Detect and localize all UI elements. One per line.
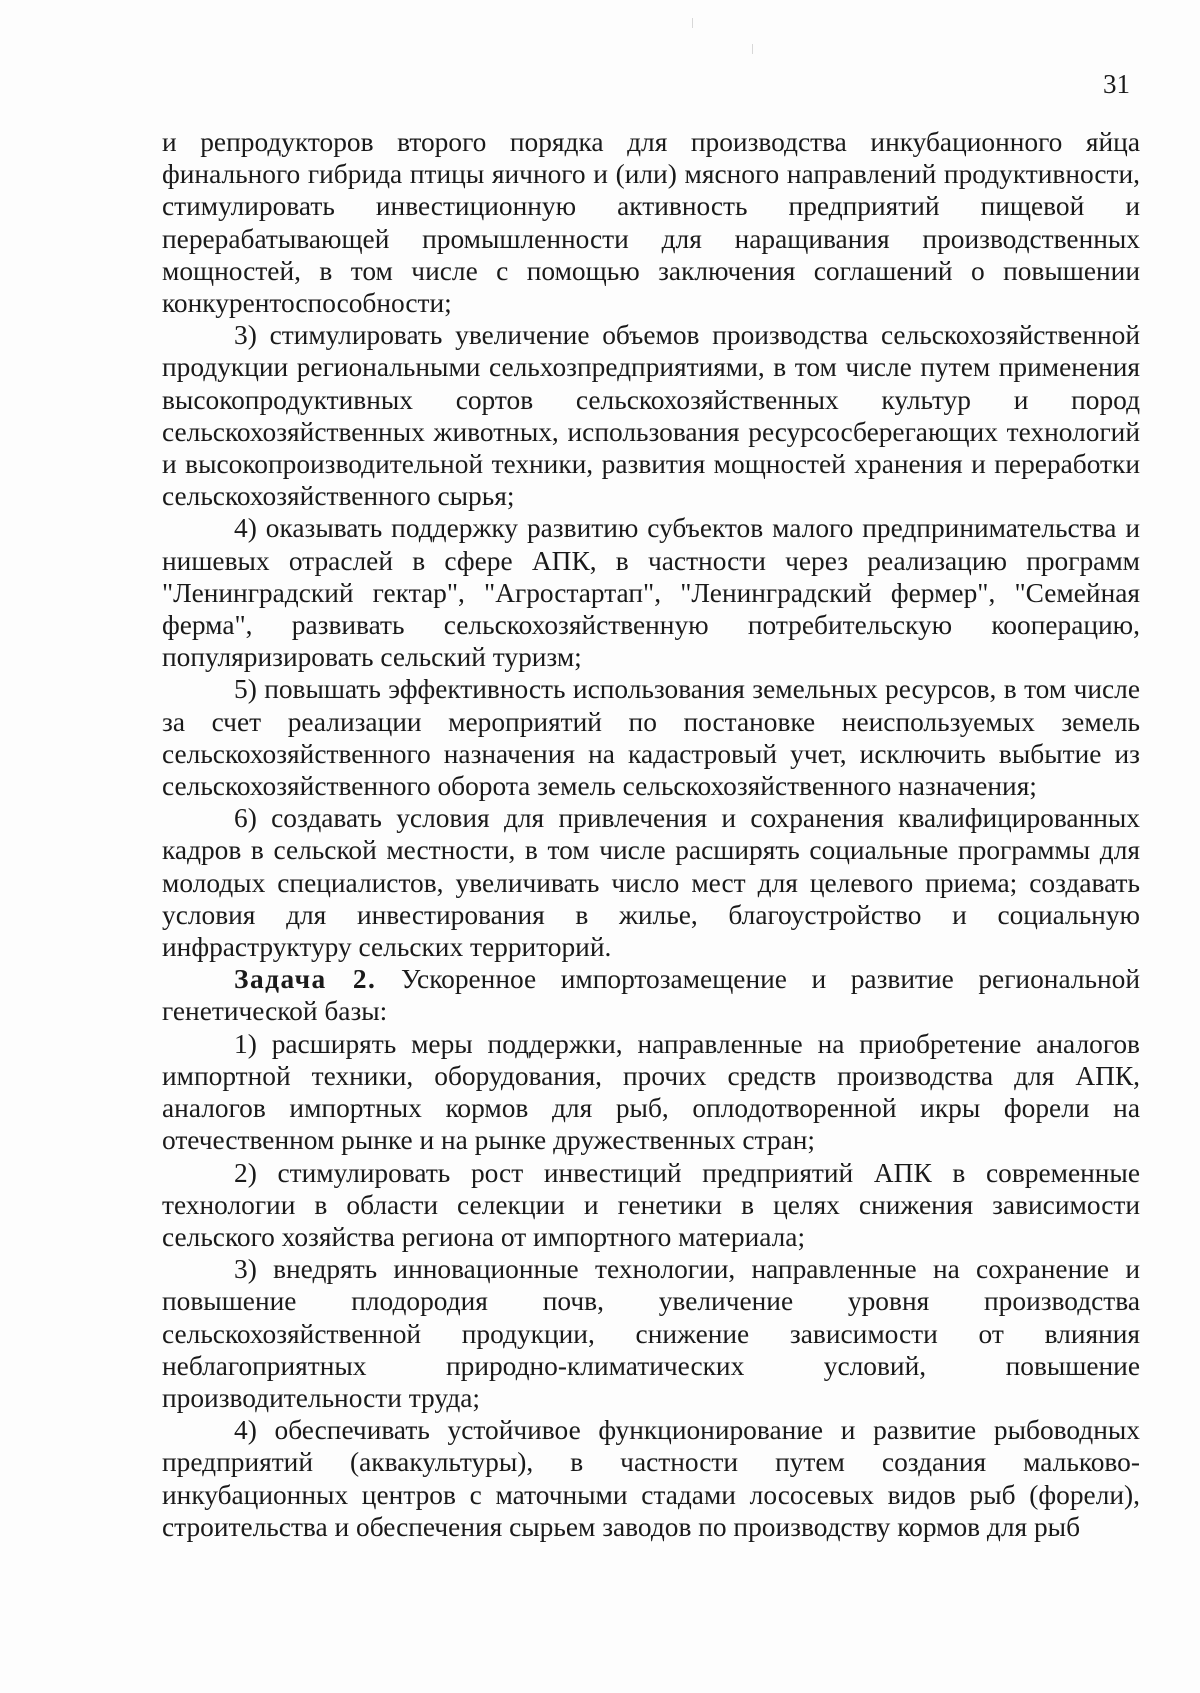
task-2-item-4: 4) обеспечивать устойчивое функционирование и развитие рыбоводных предприятий (аквакультуры), в частности путем создания мальково-инкубационных центров с маточными стадами лососевых видов рыб (форели), строительства и обеспечения сырьем заводов по производству кормов для рыб: [162, 1415, 1140, 1542]
task-2-item-3: 3) внедрять инновационные технологии, направленные на сохранение и повышение плодородия почв, увеличение уровня производства сельскохозяйственной продукции, снижение зависимости от влияния неблагоприятных природно-климатических условий, повышение производительности труда;: [162, 1254, 1140, 1413]
paragraph-item-6: 6) создавать условия для привлечения и сохранения квалифицированных кадров в сельской местности, в том числе расширять социальные программы для молодых специалистов, увеличивать число мест для целевого приема; создавать условия для инвестирования в жилье, благоустройство и социальную инфраструктуру сельских территорий.: [162, 803, 1140, 963]
page-number: 31: [1103, 69, 1130, 99]
task-description: Ускоренное импортозамещение и развитие региональной генетической базы:: [162, 964, 1141, 1027]
paragraph-item-4: 4) оказывать поддержку развитию субъектов малого предпринимательства и нишевых отраслей в сфере АПК, в частности через реализацию программ "Ленинградский гектар", "Агростартап", "Ленинградский фермер", "Семейная ферма", развивать сельскохозяйственную потребительскую кооперацию, популяризировать сельский туризм;: [162, 513, 1140, 673]
scan-artifact: [752, 44, 753, 54]
paragraph-item-3: 3) стимулировать увеличение объемов производства сельскохозяйственной продукции региональными сельхозпредприятиями, в том числе путем применения высокопродуктивных сортов сельскохозяйственных культур и пород сельскохозяйственных животных, использования ресурсосберегающих технологий и высокопроизводительной техники, развития мощностей хранения и переработки сельскохозяйственного сырья;: [162, 320, 1140, 512]
task-2-item-2: 2) стимулировать рост инвестиций предприятий АПК в современные технологии в области селекции и генетики в целях снижения зависимости сельского хозяйства региона от импортного материала;: [162, 1157, 1140, 1252]
paragraph-continuation: и репродукторов второго порядка для производства инкубационного яйца финального гибрида птицы яичного и (или) мясного направлений продуктивности, стимулировать инвестиционную активность предприятий пищевой и перерабатывающей промышленности для наращивания производственных мощностей, в том числе с помощью заключения соглашений о повышении конкурентоспособности;: [162, 127, 1140, 319]
task-2-item-1: 1) расширять меры поддержки, направленные на приобретение аналогов импортной техники, оборудования, прочих средств производства для АПК, аналогов импортных кормов для рыб, оплодотворенной икры форели на отечественном рынке и на рынке дружественных стран;: [162, 1028, 1140, 1156]
task-2-heading: [162, 963, 1140, 1027]
paragraph-item-5: 5) повышать эффективность использования земельных ресурсов, в том числе за счет реализации мероприятий по постановке неиспользуемых земель сельскохозяйственного назначения на кадастровый учет, исключить выбытие из сельскохозяйственного оборота земель сельскохозяйственного назначения;: [162, 674, 1140, 802]
document-body: [162, 126, 1140, 1543]
scan-artifact: [692, 18, 693, 28]
task-label: Задача 2.: [234, 964, 377, 995]
